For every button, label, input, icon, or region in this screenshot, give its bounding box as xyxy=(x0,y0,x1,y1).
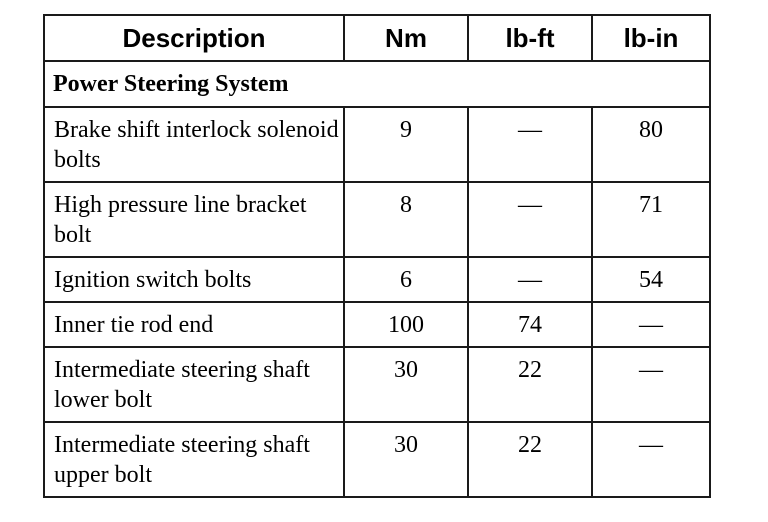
section-row xyxy=(44,61,710,107)
cell-nm: 6 xyxy=(344,257,468,302)
cell-lbft: — xyxy=(468,107,592,182)
cell-nm: 30 xyxy=(344,422,468,497)
cell-nm: 8 xyxy=(344,182,468,257)
column-header-lbft: lb-ft xyxy=(468,15,592,61)
cell-nm: 30 xyxy=(344,347,468,422)
table-row xyxy=(44,107,710,182)
cell-lbin: — xyxy=(592,302,710,347)
cell-nm: 9 xyxy=(344,107,468,182)
table-row xyxy=(44,257,710,302)
cell-description: Intermediate steering shaft lower bolt xyxy=(44,347,344,422)
cell-lbft: 22 xyxy=(468,347,592,422)
torque-spec-table xyxy=(43,14,711,498)
cell-lbin: — xyxy=(592,347,710,422)
column-header-nm: Nm xyxy=(344,15,468,61)
cell-description: High pressure line bracket bolt xyxy=(44,182,344,257)
cell-lbin: — xyxy=(592,422,710,497)
table-row xyxy=(44,302,710,347)
cell-lbft: — xyxy=(468,182,592,257)
cell-lbin: 80 xyxy=(592,107,710,182)
table-row xyxy=(44,422,710,497)
cell-description: Brake shift interlock solenoid bolts xyxy=(44,107,344,182)
cell-description: Inner tie rod end xyxy=(44,302,344,347)
cell-lbin: 54 xyxy=(592,257,710,302)
cell-lbft: — xyxy=(468,257,592,302)
cell-nm: 100 xyxy=(344,302,468,347)
cell-description: Ignition switch bolts xyxy=(44,257,344,302)
cell-lbft: 22 xyxy=(468,422,592,497)
cell-lbft: 74 xyxy=(468,302,592,347)
table-row xyxy=(44,347,710,422)
section-title: Power Steering System xyxy=(44,61,710,107)
cell-description: Intermediate steering shaft upper bolt xyxy=(44,422,344,497)
column-header-lbin: lb-in xyxy=(592,15,710,61)
table-header-row xyxy=(44,15,710,61)
column-header-description: Description xyxy=(44,15,344,61)
table-row xyxy=(44,182,710,257)
cell-lbin: 71 xyxy=(592,182,710,257)
